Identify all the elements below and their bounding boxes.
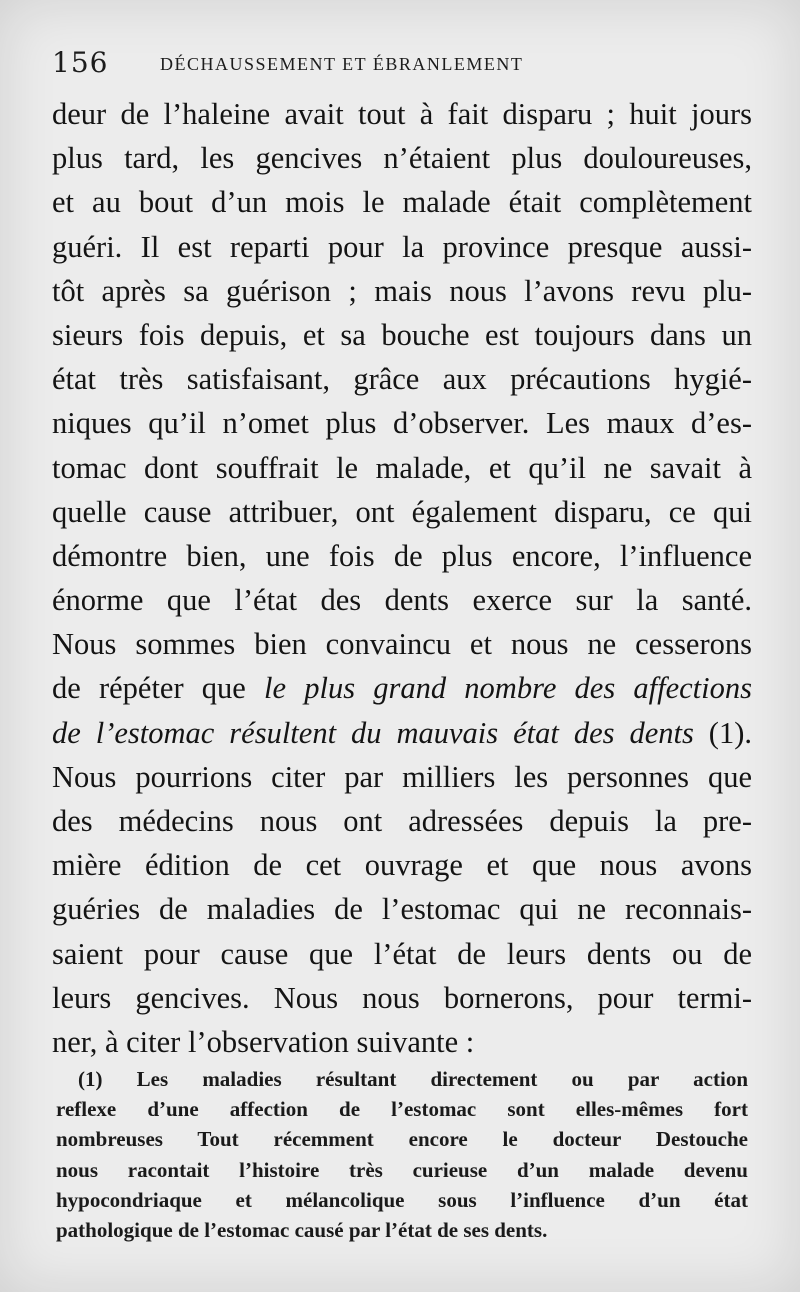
main-text (52, 92, 752, 1064)
text-line: quelle cause attribuer, ont également disparu, ce qui (52, 494, 752, 529)
text-line: et au bout d’un mois le malade était complètement (52, 185, 752, 220)
footnote-line: (1) Les maladies résultant directement ou par action (78, 1067, 748, 1091)
text-line: sieurs fois depuis, et sa bouche est toujours dans un (52, 317, 752, 352)
text-line: niques qu’il n’omet plus d’observer. Les maux d’es- (52, 406, 752, 441)
footnote-line: reflexe d’une affection de l’estomac sont elles-mêmes fort (56, 1097, 748, 1122)
text-line: Nous sommes bien convaincu et nous ne cesserons (52, 627, 752, 662)
footnote (56, 1064, 748, 1245)
running-title: DÉCHAUSSEMENT ET ÉBRANLEMENT (160, 54, 524, 74)
footnote-reference: (1). (693, 715, 752, 750)
text-line: guéries de maladies de l’estomac qui ne reconnais- (52, 892, 752, 927)
text-line: démontre bien, une fois de plus encore, l’influence (52, 538, 752, 573)
footnote-line: nous racontait l’histoire très curieuse d’un malade devenu (56, 1157, 748, 1182)
text-line: énorme que l’état des dents exerce sur la santé. (52, 583, 752, 618)
page-header (52, 44, 744, 84)
page-number: 156 (52, 46, 109, 79)
text-line: tôt après sa guérison ; mais nous l’avons revu plu- (52, 273, 752, 308)
text-line: ner, à citer l’observation suivante : (52, 1024, 475, 1059)
italic-segment: de l’estomac résultent du mauvais état des dents (52, 715, 694, 750)
text-line: guéri. Il est reparti pour la province presque aussi- (52, 229, 752, 264)
footnote-line: hypocondriaque et mélancolique sous l’influence d’un état (56, 1187, 748, 1212)
text-line: état très satisfaisant, grâce aux précautions hygié- (52, 362, 752, 397)
italic-segment: le plus grand nombre des affections (264, 671, 752, 706)
text-line: Nous pourrions citer par milliers les personnes que (52, 759, 752, 794)
text-line: des médecins nous ont adressées depuis la pre- (52, 804, 752, 838)
text-line: saient pour cause que l’état de leurs dents ou de (52, 936, 752, 971)
text-line-mixed (52, 711, 752, 755)
text-line: plus tard, les gencives n’étaient plus douloureuses, (52, 141, 752, 176)
text-line-mixed (52, 666, 752, 710)
text-line: leurs gencives. Nous nous bornerons, pour termi- (52, 980, 752, 1015)
text-segment: de répéter que (52, 671, 265, 706)
text-line: deur de l’haleine avait tout à fait disparu ; huit jours (52, 97, 752, 131)
text-line: tomac dont souffrait le malade, et qu’il ne savait à (52, 450, 752, 485)
footnote-line: nombreuses Tout récemment encore le docteur Destouche (56, 1127, 748, 1152)
text-line: mière édition de cet ouvrage et que nous avons (52, 848, 752, 883)
footnote-line: pathologique de l’estomac causé par l’état de ses dents. (56, 1217, 548, 1242)
